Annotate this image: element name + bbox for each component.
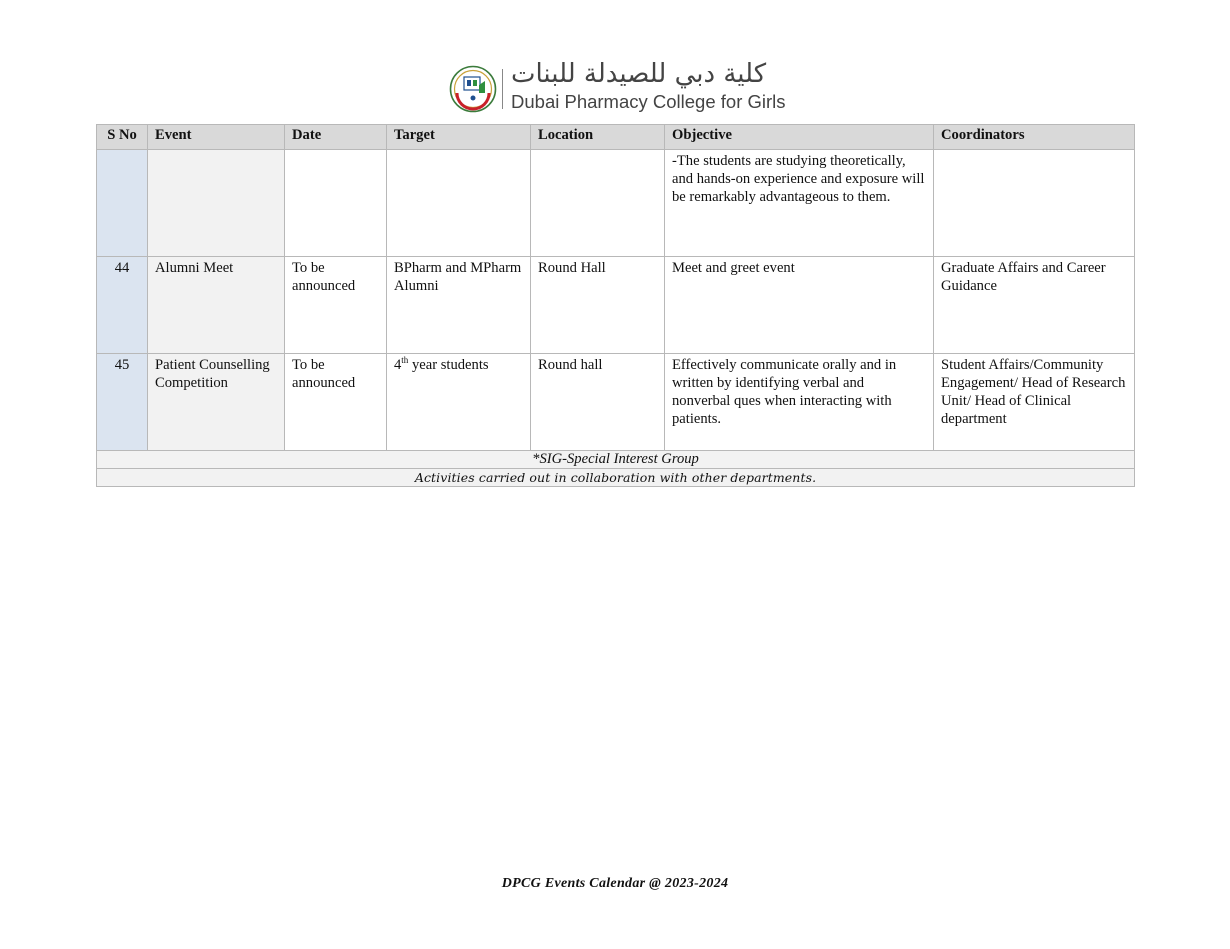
logo-arabic-name: كلية دبي للصيدلة للبنات [511,59,767,89]
logo-divider [502,69,503,109]
column-header-sno: S No [97,125,148,150]
table-note-row [97,469,1135,487]
cell-sno: 45 [97,354,148,451]
sig-note: *SIG-Special Interest Group [97,451,1135,469]
table-note-row [97,451,1135,469]
cell-target [387,354,531,451]
table-row [97,150,1135,257]
cell-event: Patient Counselling Competition [148,354,285,451]
cell-date: To be announced [285,257,387,354]
column-header-coordinators: Coordinators [934,125,1135,150]
logo-english-name: Dubai Pharmacy College for Girls [511,91,786,112]
table-row [97,354,1135,451]
cell-coordinators: Graduate Affairs and Career Guidance [934,257,1135,354]
column-header-date: Date [285,125,387,150]
table-header-row [97,125,1135,150]
page-footer: DPCG Events Calendar @ 2023-2024 [501,876,729,891]
column-header-objective: Objective [665,125,934,150]
cell-objective: Effectively communicate orally and in written by identifying verbal and nonverbal ques when interacting with patients. [665,354,934,451]
column-header-location: Location [531,125,665,150]
cell-sno: 44 [97,257,148,354]
cell-target: BPharm and MPharm Alumni [387,257,531,354]
target-ordinal: 4 [394,357,402,373]
cell-target [387,150,531,257]
collaboration-note: Activities carried out in collaboration with other departments. [97,469,1135,487]
cell-coordinators [934,150,1135,257]
column-header-target: Target [387,125,531,150]
cell-event [148,150,285,257]
cell-location: Round Hall [531,257,665,354]
cell-event: Alumni Meet [148,257,285,354]
cell-date [285,150,387,257]
college-seal-icon [449,65,497,113]
cell-coordinators: Student Affairs/Community Engagement/ Head of Research Unit/ Head of Clinical department [934,354,1135,451]
events-table [96,124,1135,487]
cell-location [531,150,665,257]
college-logo [449,59,786,115]
cell-location: Round hall [531,354,665,451]
table-row [97,257,1135,354]
target-rest: year students [408,357,489,373]
cell-sno [97,150,148,257]
target-ordinal-suffix: th [401,355,409,366]
cell-objective: -The students are studying theoretically, and hands-on experience and exposure will be remarkably advantageous to them. [665,150,934,257]
cell-date: To be announced [285,354,387,451]
column-header-event: Event [148,125,285,150]
cell-objective: Meet and greet event [665,257,934,354]
